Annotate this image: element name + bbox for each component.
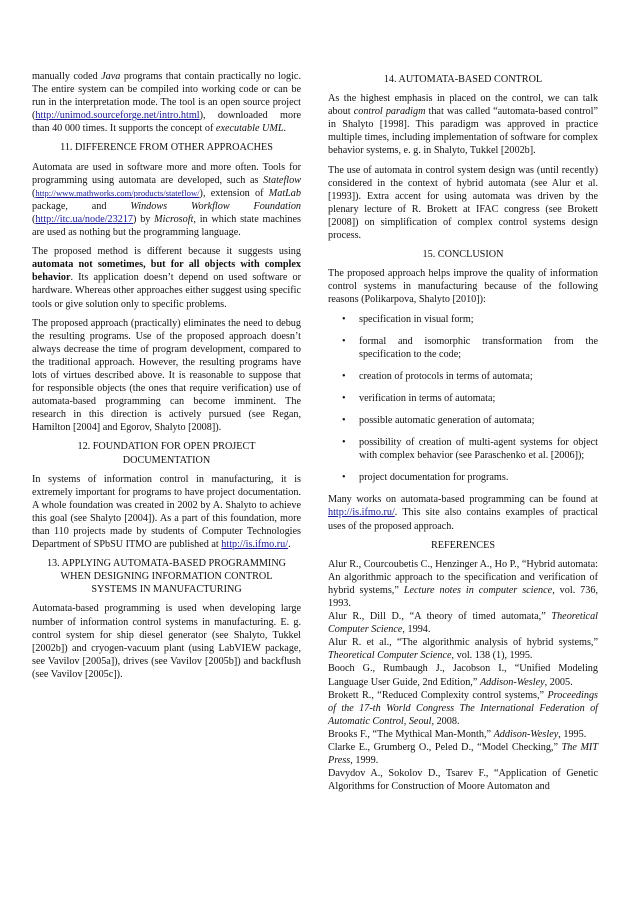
list-item: • possibility of creation of multi-agent systems for object with complex behavior (see Paraschenko et al. [2006]); <box>342 437 598 462</box>
section-heading-12: 12. FOUNDATION FOR OPEN PROJECT DOCUMENTATION <box>77 441 256 466</box>
list-item: • possible automatic generation of automata; <box>342 414 535 426</box>
bullet-icon: • <box>342 472 346 484</box>
stateflow-link[interactable]: http://www.mathworks.com/products/stateflow/ <box>35 187 200 198</box>
section-heading-14: 14. AUTOMATA-BASED CONTROL <box>383 74 543 85</box>
list-item: • project documentation for programs. <box>342 472 509 484</box>
reference-item: Alur R. et al., “The algorithmic analysis of hybrid systems,” Theoretical Computer Science, vol. 138 (1), 1995. <box>328 637 598 662</box>
itc-link[interactable]: http://itc.ua/node/23217 <box>35 213 134 225</box>
reasons-list <box>328 313 598 485</box>
paragraph-method: The proposed method is different because it suggests using automata not sometimes, but for all objects with complex behavior. Its application doesn’t depend on used software or hardware. Whereas other approaches either suggest using specific tools or give solution only to specific problems. <box>32 246 301 310</box>
reference-item: Davydov A., Sokolov D., Tsarev F., “Application of Genetic Algorithms for Construction of Moore Automaton and <box>328 768 598 793</box>
reference-item: Brokett R., “Reduced Complexity control systems,” Proceedings of the 17-th World Congress The International Federation of Automatic Control, Seoul, 2008. <box>328 689 598 727</box>
unimod-link[interactable]: http://unimod.sourceforge.net/intro.html <box>35 110 200 122</box>
list-item: • creation of protocols in terms of automata; <box>342 370 533 382</box>
section-heading-11: 11. DIFFERENCE FROM OTHER APPROACHES <box>60 142 273 154</box>
reference-item: Alur R., Courcoubetis C., Henzinger A., Ho P., “Hybrid automata: An algorithmic approach to the specification and verification of hybrid systems,” Lecture notes in computer science, vol. 736, 1993. <box>328 558 598 609</box>
bullet-icon: • <box>342 335 346 347</box>
reference-list <box>328 558 598 794</box>
bullet-icon: • <box>342 437 346 449</box>
bullet-icon: • <box>342 392 346 404</box>
bullet-icon: • <box>342 414 346 426</box>
ifmo-link[interactable]: http://is.ifmo.ru/ <box>328 507 395 519</box>
section-heading-15: 15. CONCLUSION <box>422 249 504 261</box>
paragraph-foundation: In systems of information control in manufacturing, it is extremely important for programs to have project documentation. A whole foundation was created in 2002 by A. Shalyto to achieve this goal (see Shalyto [2004]). As a part of this foundation, more than 110 projects made by students of Computer Technologies Department of SPbSU ITMO are published at http://is.ifmo.ru/. <box>32 473 301 551</box>
paragraph-hybrid-automata: The use of automata in control system design was (until recently) considered in the context of hybrid automata (see Alur et al. [1993]). Extra accent for using automata was driven by the plenary lecture of R. Brokett at IFAC congress (see Brokett [2008]) on simplification of complex control systems design process. <box>328 164 598 242</box>
paragraph-applications: Automata-based programming is used when developing large number of information control systems in manufacturing. E. g. control system for ship diesel generator (see Shalyto, Tukkel [2002b]) and cryogen-vacuum plant (using LabVIEW package, see Vavilov [2005a]), drives (see Vavilov [2005b]) and backflush (see Vavilov [2005c]). <box>32 603 301 680</box>
paragraph-tools: Automata are used in software more and more often. Tools for programming using automata are developed, such as Stateflow (http://www.mathworks.com/products/stateflow/), extension of MatLab package, and Windows Workflow Foundation (http://itc.ua/node/23217) by Microsoft, in which state machines are used as nothing but the programming language. <box>32 161 302 239</box>
list-item: • specification in visual form; <box>342 313 474 325</box>
left-column <box>32 70 301 687</box>
paragraph-debug: The proposed approach (practically) eliminates the need to debug the resulting programs. Use of the proposed approach doesn’t always decrease the time of program development, compared to the traditional approach. However, the resulting programs have lots of virtues described above. It is reasonable to suppose that for responsible objects (the ones that require verification) use of automata-based programming can become imminent. The research in this direction is actively pursued (see Regan, Hamilton [2004] and Egorov, Shalyto [2008]). <box>32 317 301 434</box>
ifmo-link[interactable]: http://is.ifmo.ru/ <box>221 539 289 551</box>
references-heading: REFERENCES <box>431 539 495 551</box>
list-item: • formal and isomorphic transformation from the specification to the code; <box>342 335 598 360</box>
paragraph-unimod: manually coded Java programs that contain practically no logic. The entire system can be compiled into working code or can be run in the interpretation mode. The tool is an open source project (http://unimod.sourceforge.net/intro.html), downloaded more than 40 000 times. It supports the concept of executable UML. <box>32 71 301 135</box>
bullet-icon: • <box>342 313 346 325</box>
section-heading-13: 13. APPLYING AUTOMATA-BASED PROGRAMMING WHEN DESIGNING INFORMATION CONTROL SYSTEMS IN MANUFACTURING <box>46 558 287 596</box>
list-item: • verification in terms of automata; <box>342 392 496 404</box>
paragraph-conclusion: The proposed approach helps improve the quality of information control systems in manufacturing because of the following reasons (Polikarpova, Shalyto [2010]): <box>328 268 598 306</box>
paragraph-control-paradigm: As the highest emphasis in placed on the control, we can talk about control paradigm that was called “automata-based control” in Shalyto [1998]. This paradigm was approved in practice multiple times, including implementation of software for complex behavior systems, e. g. in Shalyto, Tukkel [2002b]. <box>328 93 599 157</box>
bullet-icon: • <box>342 370 346 382</box>
reference-item: Booch G., Rumbaugh J., Jacobson I., “Unified Modeling Language User Guide, 2nd Edition,” Addison-Wesley, 2005. <box>328 663 598 688</box>
paragraph-site: Many works on automata-based programming can be found at http://is.ifmo.ru/. This site also contains examples of practical uses of the proposed approach. <box>328 494 598 532</box>
right-column <box>328 70 598 793</box>
reference-item: Brooks F., “The Mythical Man-Month,” Addison-Wesley, 1995. <box>328 728 587 740</box>
reference-item: Clarke E., Grumberg O., Peled D., “Model Checking,” The MIT Press, 1999. <box>328 742 598 767</box>
reference-item: Alur R., Dill D., “A theory of timed automata,” Theoretical Computer Science, 1994. <box>328 611 598 636</box>
